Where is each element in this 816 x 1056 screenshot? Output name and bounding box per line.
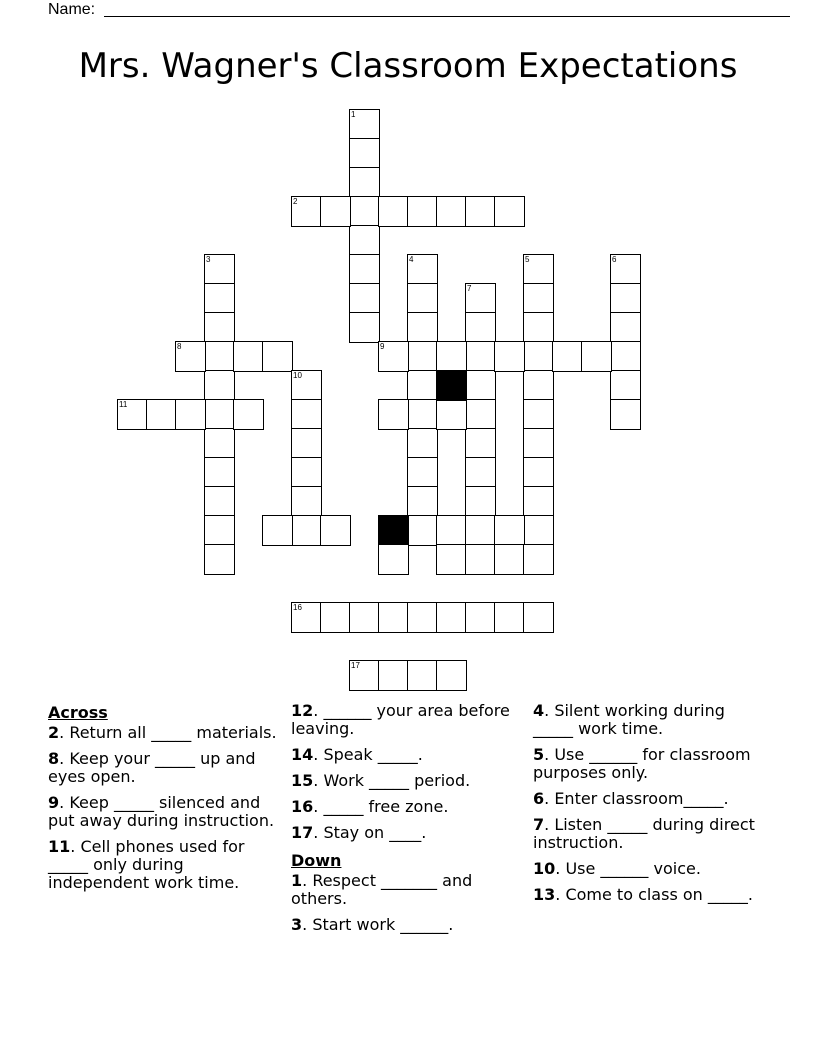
clue-number: 8 [177,342,182,351]
down-heading: Down [291,851,342,870]
crossword-cell[interactable] [494,341,525,372]
clue-number: 7 [467,284,472,293]
crossword-cell[interactable] [436,399,467,430]
crossword-cell[interactable] [465,428,496,459]
clue-number: 4 [409,255,414,264]
crossword-cell[interactable] [204,457,235,488]
crossword-cell[interactable] [465,399,496,430]
crossword-cell[interactable] [407,254,438,285]
crossword-cell[interactable] [523,544,554,575]
crossword-cell[interactable] [407,341,438,372]
down-clue-10: 10. Use ______ voice. [533,859,701,878]
clue-number: 17 [351,661,360,670]
crossword-cell[interactable] [204,399,235,430]
down-clue-5: 5. Use ______ for classroom purposes only. [533,745,751,782]
crossword-cell[interactable] [436,544,467,575]
crossword-cell[interactable] [465,341,496,372]
crossword-cell[interactable] [378,660,409,691]
crossword-cell[interactable] [523,457,554,488]
crossword-cell[interactable] [436,660,467,691]
crossword-cell[interactable] [523,399,554,430]
clues-column-3 [533,702,763,912]
crossword-cell[interactable] [378,544,409,575]
crossword-cell[interactable] [494,196,525,227]
across-clue-14: 14. Speak _____. [291,745,423,764]
down-clue-7: 7. Listen _____ during direct instruction. [533,815,755,852]
crossword-cell[interactable] [407,515,438,546]
crossword-cell[interactable] [436,196,467,227]
crossword-cell[interactable] [465,196,496,227]
crossword-cell[interactable] [523,515,554,546]
crossword-cell[interactable] [465,486,496,517]
crossword-cell[interactable] [291,399,322,430]
crossword-cell[interactable] [291,486,322,517]
crossword-cell[interactable] [204,370,235,401]
crossword-cell[interactable] [262,341,293,372]
crossword-cell[interactable] [436,602,467,633]
crossword-cell[interactable] [407,196,438,227]
crossword-cell[interactable] [320,515,351,546]
crossword-cell[interactable] [291,370,322,401]
crossword-cell[interactable] [523,283,554,314]
clue-number: 11 [119,400,128,409]
crossword-cell[interactable] [407,370,438,401]
across-clue-9: 9. Keep _____ silenced and put away during instruction. [48,793,275,830]
crossword-cell[interactable] [610,312,641,343]
crossword-cell[interactable] [407,602,438,633]
crossword-cell[interactable] [349,660,380,691]
blocked-cell [436,370,467,401]
crossword-cell[interactable] [349,225,380,256]
crossword-cell[interactable] [523,254,554,285]
down-clue-1: 1. Respect _______ and others. [291,871,473,908]
crossword-cell[interactable] [204,341,235,372]
crossword-cell[interactable] [610,370,641,401]
crossword-cell[interactable] [204,283,235,314]
crossword-cell[interactable] [146,399,177,430]
crossword-cell[interactable] [349,196,380,227]
crossword-cell[interactable] [407,428,438,459]
crossword-cell[interactable] [465,544,496,575]
crossword-cell[interactable] [349,138,380,169]
crossword-cell[interactable] [610,254,641,285]
crossword-cell[interactable] [407,660,438,691]
crossword-cell[interactable] [349,254,380,285]
crossword-cell[interactable] [378,341,409,372]
crossword-cell[interactable] [349,283,380,314]
crossword-cell[interactable] [204,515,235,546]
clue-number: 5 [525,255,530,264]
crossword-cell[interactable] [204,428,235,459]
crossword-cell[interactable] [465,370,496,401]
crossword-cell[interactable] [494,515,525,546]
clues-column-1 [48,702,278,900]
crossword-cell[interactable] [552,341,583,372]
crossword-cell[interactable] [494,602,525,633]
name-field[interactable] [48,0,748,20]
crossword-cell[interactable] [465,312,496,343]
crossword-cell[interactable] [378,399,409,430]
down-clue-4: 4. Silent working during _____ work time. [533,701,725,738]
crossword-cell[interactable] [291,428,322,459]
crossword-cell[interactable] [320,602,351,633]
crossword-cell[interactable] [378,196,409,227]
blocked-cell [378,515,409,546]
crossword-cell[interactable] [523,312,554,343]
crossword-cell[interactable] [291,457,322,488]
crossword-cell[interactable] [291,196,322,227]
clue-number: 16 [293,603,302,612]
across-clue-12: 12. ______ your area before leaving. [291,701,510,738]
down-clue-6: 6. Enter classroom_____. [533,789,729,808]
crossword-cell[interactable] [523,486,554,517]
across-clue-16: 16. _____ free zone. [291,797,449,816]
crossword-cell[interactable] [523,370,554,401]
crossword-cell[interactable] [204,312,235,343]
crossword-cell[interactable] [349,167,380,198]
crossword-cell[interactable] [204,544,235,575]
crossword-cell[interactable] [349,109,380,140]
crossword-cell[interactable] [378,602,409,633]
across-clue-11: 11. Cell phones used for _____ only during independent work time. [48,837,245,892]
crossword-cell[interactable] [407,399,438,430]
crossword-cell[interactable] [262,515,293,546]
clue-number: 9 [380,342,385,351]
crossword-cell[interactable] [349,602,380,633]
crossword-cell[interactable] [204,254,235,285]
crossword-cell[interactable] [523,602,554,633]
crossword-cell[interactable] [320,196,351,227]
clues-column-2 [291,702,521,942]
crossword-cell[interactable] [117,399,148,430]
crossword-cell[interactable] [291,515,322,546]
crossword-cell[interactable] [233,399,264,430]
crossword-cell[interactable] [175,341,206,372]
down-clue-3: 3. Start work ______. [291,915,454,934]
clue-number: 6 [612,255,617,264]
crossword-cell[interactable] [465,515,496,546]
across-clue-8: 8. Keep your _____ up and eyes open. [48,749,256,786]
crossword-cell[interactable] [407,312,438,343]
clue-number: 3 [206,255,211,264]
crossword-cell[interactable] [581,341,612,372]
across-clue-2: 2. Return all _____ materials. [48,723,277,742]
clue-number: 10 [293,371,302,380]
crossword-cell[interactable] [204,486,235,517]
clue-number: 1 [351,110,356,119]
crossword-cell[interactable] [436,515,467,546]
crossword-cell[interactable] [291,602,322,633]
name-label: Name: [48,1,96,18]
crossword-cell[interactable] [407,457,438,488]
across-clue-17: 17. Stay on ____. [291,823,427,842]
crossword-cell[interactable] [436,341,467,372]
crossword-cell[interactable] [610,341,641,372]
crossword-cell[interactable] [407,486,438,517]
crossword-cell[interactable] [610,283,641,314]
down-clue-13: 13. Come to class on _____. [533,885,753,904]
crossword-cell[interactable] [349,312,380,343]
crossword-cell[interactable] [465,283,496,314]
name-underline[interactable] [104,16,790,17]
across-clue-15: 15. Work _____ period. [291,771,471,790]
clue-number: 2 [293,197,298,206]
crossword-cell[interactable] [494,544,525,575]
crossword-cell[interactable] [523,428,554,459]
crossword-cell[interactable] [233,341,264,372]
crossword-cell[interactable] [465,602,496,633]
across-heading: Across [48,703,108,722]
crossword-cell[interactable] [523,341,554,372]
crossword-cell[interactable] [407,283,438,314]
crossword-cell[interactable] [610,399,641,430]
crossword-cell[interactable] [175,399,206,430]
crossword-cell[interactable] [465,457,496,488]
page-title: Mrs. Wagner's Classroom Expectations [78,46,738,86]
